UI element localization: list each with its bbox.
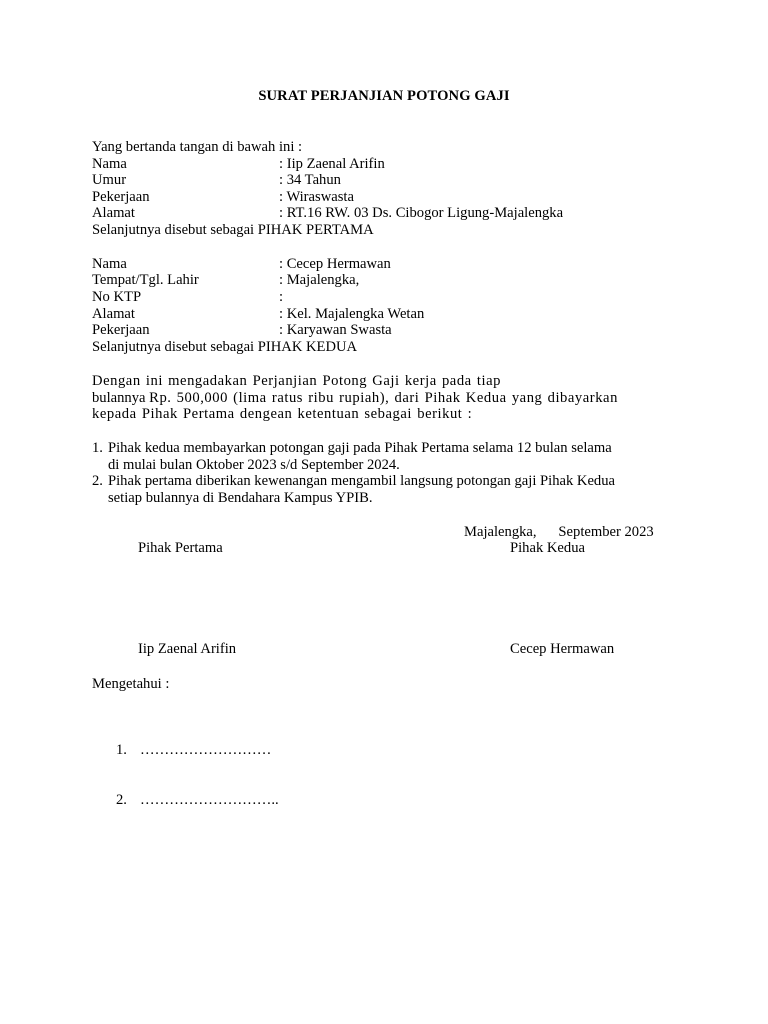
pihak-kedua-closing: Selanjutnya disebut sebagai PIHAK KEDUA [92, 339, 358, 355]
witness-item-2-number: 2. [116, 792, 127, 808]
signature-right-name: Cecep Hermawan [510, 641, 615, 657]
field-label: Alamat [92, 205, 135, 221]
field-label: Pekerjaan [92, 189, 150, 205]
field-label: Pekerjaan [92, 322, 150, 338]
term-text: Pihak kedua membayarkan potongan gaji pada Pihak Pertama selama 12 bulan selama [108, 440, 612, 456]
field-value: : 34 Tahun [279, 172, 341, 188]
field-label: Tempat/Tgl. Lahir [92, 272, 199, 288]
body-line-2 [92, 390, 618, 407]
field-value: : Kel. Majalengka Wetan [279, 306, 425, 322]
term-number: 1. [92, 440, 103, 456]
body-line-1: Dengan ini mengadakan Perjanjian Potong Gaji kerja pada tiap [92, 373, 501, 389]
term-text: Pihak pertama diberikan kewenangan mengambil langsung potongan gaji Pihak Kedua [108, 473, 615, 489]
witness-item-2-line: ……………………….. [140, 792, 279, 808]
body-line-2b: Rp. 500,000 (lima ratus ribu rupiah), dari Pihak Kedua yang dibayarkan [149, 390, 618, 406]
signature-left-name: Iip Zaenal Arifin [138, 641, 237, 657]
field-value: : Cecep Hermawan [279, 256, 391, 272]
place-date: Majalengka, September 2023 [464, 524, 654, 540]
field-value: : [279, 289, 284, 305]
pihak-pertama-closing: Selanjutnya disebut sebagai PIHAK PERTAMA [92, 222, 374, 238]
body-line-2a: bulannya [92, 390, 146, 406]
field-label: Nama [92, 256, 127, 272]
field-value: : Wiraswasta [279, 189, 354, 205]
signature-right-role: Pihak Kedua [510, 540, 585, 556]
field-label: No KTP [92, 289, 142, 305]
document-title: SURAT PERJANJIAN POTONG GAJI [258, 88, 510, 104]
field-value: : Karyawan Swasta [279, 322, 392, 338]
term-text-cont: setiap bulannya di Bendahara Kampus YPIB. [108, 490, 373, 506]
intro-text: Yang bertanda tangan di bawah ini : [92, 139, 303, 155]
field-label: Umur [92, 172, 127, 188]
witness-label: Mengetahui : [92, 676, 170, 692]
witness-item-1-line: ……………………… [140, 742, 272, 758]
field-value: : RT.16 RW. 03 Ds. Cibogor Ligung-Majalengka [279, 205, 564, 221]
term-number: 2. [92, 473, 103, 489]
field-label: Alamat [92, 306, 135, 322]
field-label: Nama [92, 156, 127, 172]
witness-item-1-number: 1. [116, 742, 127, 758]
signature-left-role: Pihak Pertama [138, 540, 223, 556]
term-text-cont: di mulai bulan Oktober 2023 s/d September 2024. [108, 457, 400, 473]
field-value: : Iip Zaenal Arifin [279, 156, 385, 172]
field-value: : Majalengka, [279, 272, 360, 288]
body-line-3: kepada Pihak Pertama dengean ketentuan sebagai berikut : [92, 406, 473, 422]
